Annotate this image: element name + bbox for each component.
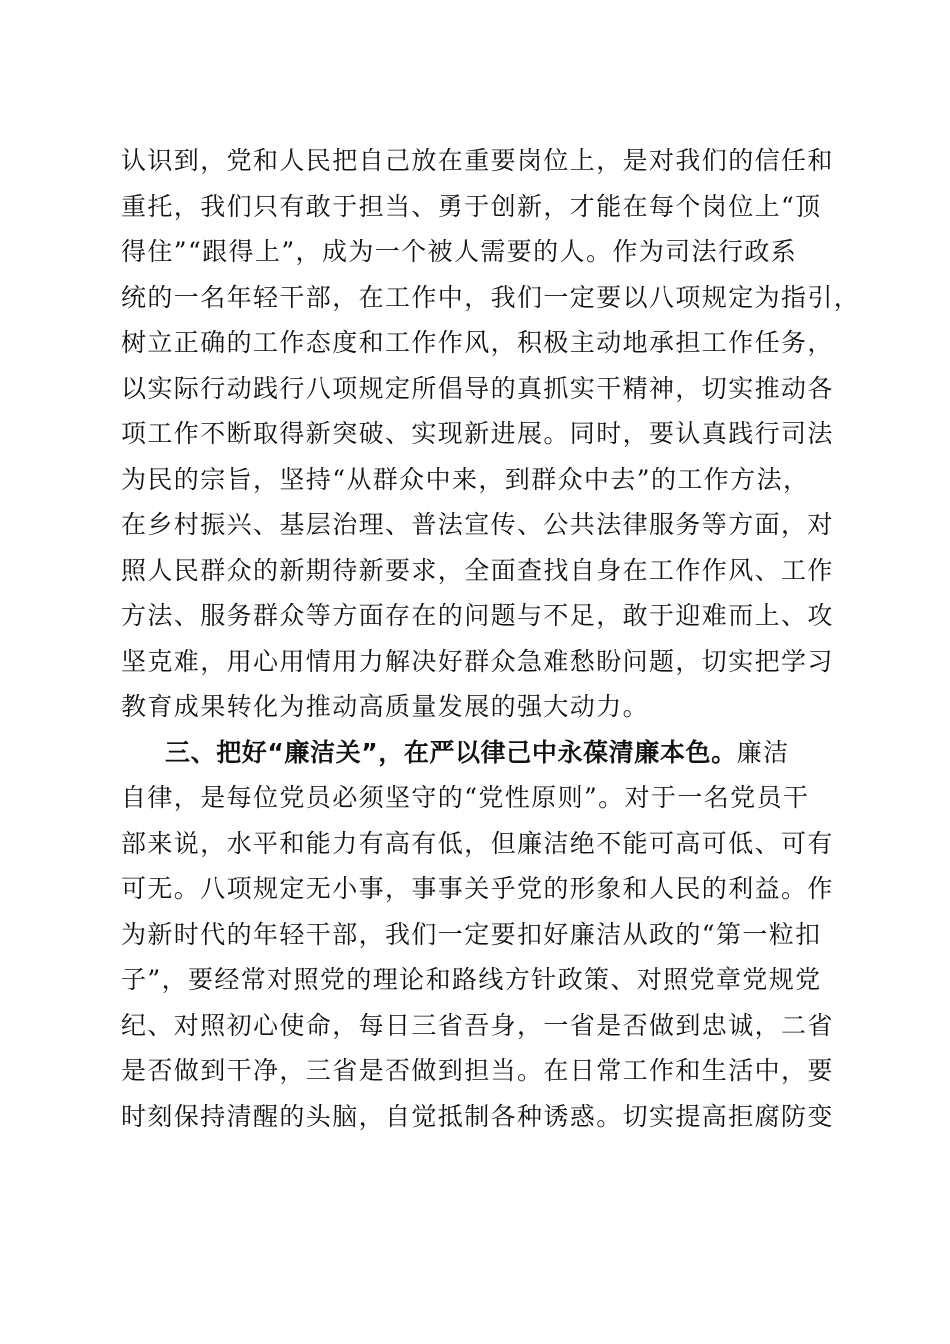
body-line: 认识到，党和人民把自己放在重要岗位上，是对我们的信任和 [121,146,834,175]
body-line: 树立正确的工作态度和工作作风，积极主动地承担工作任务， [121,328,834,357]
body-line: 坚克难，用心用情用力解决好群众急难愁盼问题，切实把学习 [121,646,834,676]
body-line: 为民的宗旨，坚持“从群众中来，到群众中去”的工作方法， [121,464,810,494]
body-line: 纪、对照初心使命，每日三省吾身，一省是否做到忠诚，二省 [121,1010,834,1040]
body-line: 统的一名年轻干部，在工作中，我们一定要以八项规定为指引， [121,282,861,312]
section-3-first-line [121,730,831,776]
body-line: 是否做到干净，三省是否做到担当。在日常工作和生活中，要 [121,1056,834,1085]
body-line: 自律，是每位党员必须坚守的“党性原则”。对于一名党员干 [121,783,810,812]
body-line: 可无。八项规定无小事，事事关乎党的形象和人民的利益。作 [121,874,834,903]
body-line: 照人民群众的新期待新要求，全面查找自身在工作作风、工作 [121,555,834,585]
body-line: 教育成果转化为推动高质量发展的强大动力。 [121,692,650,721]
body-line: 得住”“跟得上”，成为一个被人需要的人。作为司法行政系 [121,237,798,266]
body-line: 为新时代的年轻干部，我们一定要扣好廉洁从政的“第一粒扣 [121,919,822,949]
body-line: 部来说，水平和能力有高有低，但廉洁绝不能可高可低、可有 [121,828,834,858]
body-line: 子”，要经常对照党的理论和路线方针政策、对照党章党规党 [121,965,822,994]
body-line: 重托，我们只有敢于担当、勇于创新，才能在每个岗位上“顶 [121,191,822,221]
body-line: 时刻保持清醒的头脑，自觉抵制各种诱惑。切实提高拒腐防变 [121,1101,834,1131]
body-line: 项工作不断取得新突破、实现新进展。同时，要认真践行司法 [121,419,834,448]
section-3-first-line-text: 廉洁 [736,737,790,767]
body-line: 以实际行动践行八项规定所倡导的真抓实干精神，切实推动各 [121,373,834,403]
body-line: 方法、服务群众等方面存在的问题与不足，敢于迎难而上、攻 [121,601,834,630]
section-3-heading: 三、把好“廉洁关”，在严以律己中永葆清廉本色。 [165,737,737,767]
document-body [121,138,861,1139]
body-line: 在乡村振兴、基层治理、普法宣传、公共法律服务等方面，对 [121,510,834,539]
